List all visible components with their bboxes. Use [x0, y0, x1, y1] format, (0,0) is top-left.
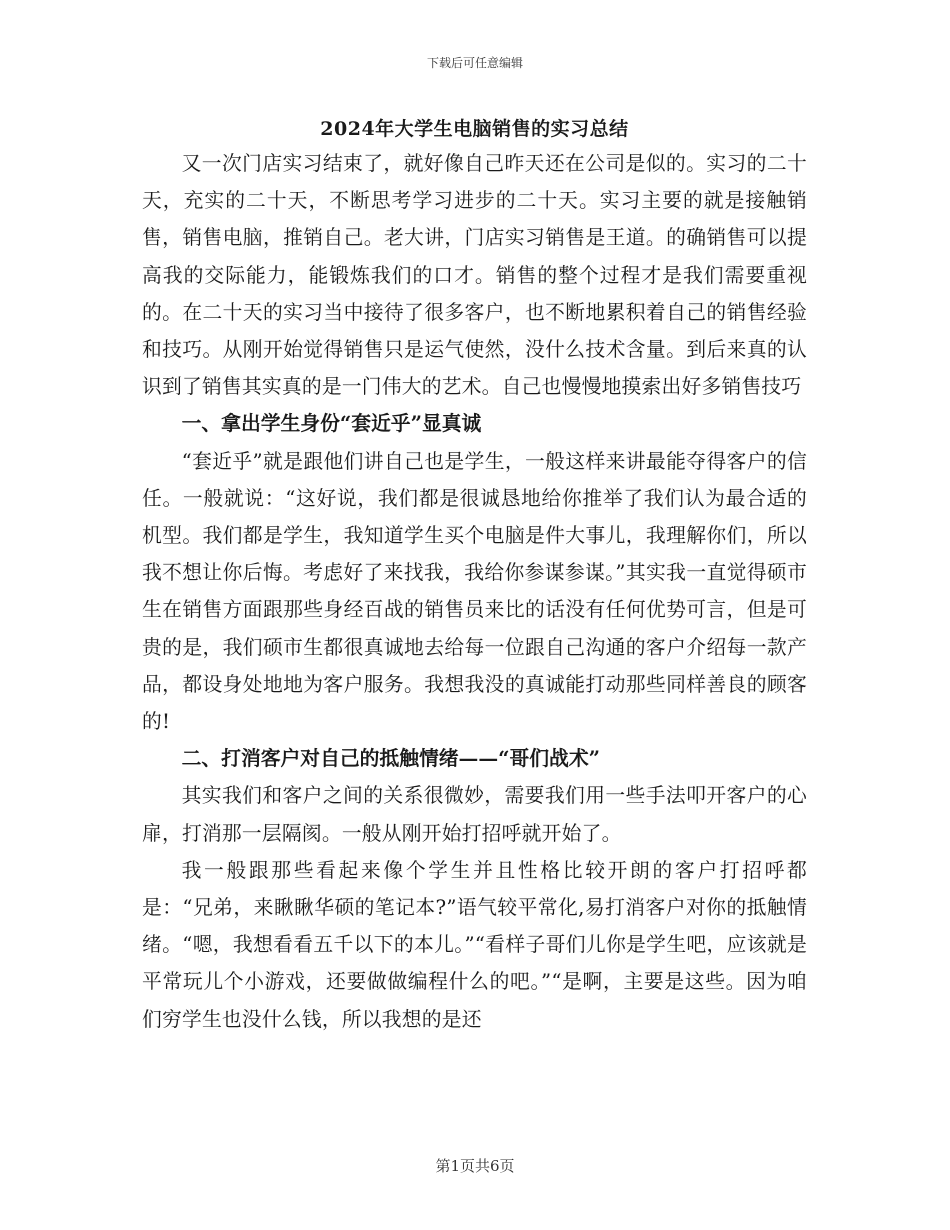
- section-2-heading: 二、打消客户对自己的抵触情绪——“哥们战术”: [181, 746, 600, 771]
- section-2-paragraph-1: 其实我们和客户之间的关系很微妙，需要我们用一些手法叩开客户的心扉，打消那一层隔阂。一般从刚开始打招呼就开始了。: [142, 784, 807, 845]
- section-2-paragraph-2: 我一般跟那些看起来像个学生并且性格比较开朗的客户打招呼都是：“兄弟，来瞅瞅华硕的笔记本?”语气较平常化,易打消客户对你的抵触情绪。“嗯，我想看看五千以下的本儿。”“看样子哥们儿你是学生吧，应该就是平常玩儿个小游戏，还要做做编程什么的吧。”“是啊，主要是这些。因为咱们穷学生也没什么钱，所以我想的是还: [142, 858, 807, 1031]
- document-title: 2024年大学生电脑销售的实习总结: [320, 118, 629, 140]
- intro-paragraph: 又一次门店实习结束了，就好像自己昨天还在公司是似的。实习的二十天，充实的二十天，不断思考学习进步的二十天。实习主要的就是接触销售，销售电脑，推销自己。老大讲，门店实习销售是王道。的确销售可以提高我的交际能力，能锻炼我们的口才。销售的整个过程才是我们需要重视的。在二十天的实习当中接待了很多客户，也不断地累积着自己的销售经验和技巧。从刚开始觉得销售只是运气使然，没什么技术含量。到后来真的认识到了销售其实真的是一门伟大的艺术。自己也慢慢地摸索出好多销售技巧: [142, 152, 807, 399]
- section-1-heading: 一、拿出学生身份“套近乎”显真诚: [181, 411, 482, 436]
- page-header-note: 下载后可任意编辑: [426, 56, 523, 70]
- document-body: [142, 113, 807, 1038]
- section-1-paragraph: “套近乎”就是跟他们讲自己也是学生，一般这样来讲最能夺得客户的信任。一般就说：“这好说，我们都是很诚恳地给你推举了我们认为最合适的机型。我们都是学生，我知道学生买个电脑是件大事儿，我理解你们，所以我不想让你后悔。考虑好了来找我，我给你参谋参谋。”其实我一直觉得硕市生在销售方面跟那些身经百战的销售员来比的话没有任何优势可言，但是可贵的是，我们硕市生都很真诚地去给每一位跟自己沟通的客户介绍每一款产品，都设身处地地为客户服务。我想我没的真诚能打动那些同样善良的顾客的!: [142, 449, 807, 734]
- page-footer-number: 第1页共6页: [435, 1157, 515, 1175]
